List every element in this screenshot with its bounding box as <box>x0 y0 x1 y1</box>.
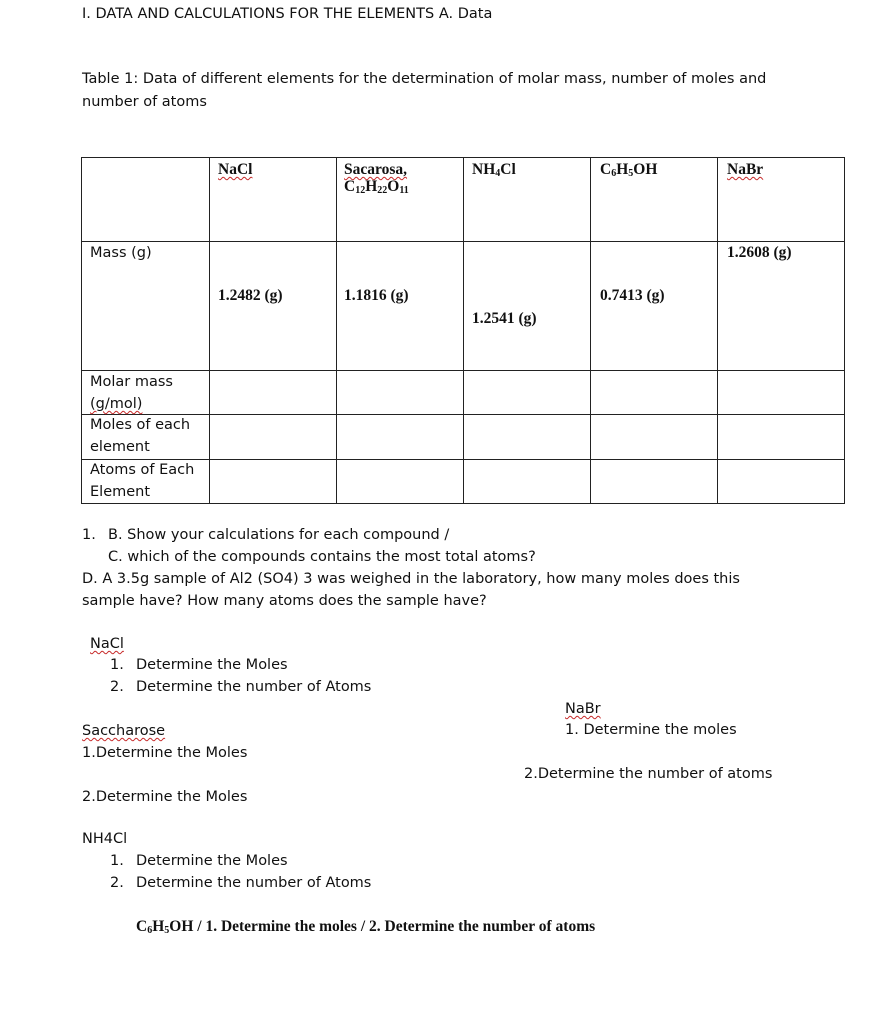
mass-value-phenol: 0.7413 (g) <box>600 287 665 304</box>
mass-value-nh4cl: 1.2541 (g) <box>472 310 537 327</box>
row-label-mass: Mass (g) <box>90 245 152 261</box>
saccharose-item-1: 1.Determine the Moles <box>82 745 248 761</box>
saccharose-item-2: 2.Determine the Moles <box>82 789 248 805</box>
table-col-rule-3 <box>463 157 464 504</box>
nacl-item-1: 1. Determine the Moles <box>110 657 288 673</box>
saccharose-title: Saccharose <box>82 723 166 739</box>
table-col-rule-5 <box>717 157 718 504</box>
header-sacarosa-formula: $C_{12}H_{22}O_{11}$ <box>344 178 409 196</box>
question-c: C. which of the compounds contains the most total atoms? <box>108 549 536 565</box>
nacl-item-2: 2. Determine the number of Atoms <box>110 679 372 695</box>
phenol-instructions: $C_6H_5OH / 1$. Determine the moles / 2. Determine the number of atoms <box>136 918 596 936</box>
header-nh4cl: $NH_4Cl$ <box>472 161 516 179</box>
nabr-item-1: 1. Determine the moles <box>565 722 737 738</box>
row-label-atoms: Atoms of Each Element <box>90 462 195 500</box>
table-col-rule-2 <box>336 157 337 504</box>
row-label-molar-mass: Molar mass (g/mol) <box>90 374 173 412</box>
page-heading: I. DATA AND CALCULATIONS FOR THE ELEMENTS A. Data <box>82 6 493 22</box>
header-nabr: NaBr <box>727 161 764 178</box>
nabr-title: NaBr <box>565 701 601 717</box>
table-border-left <box>81 157 82 504</box>
question-d-line-2: sample have? How many atoms does the sample have? <box>82 593 487 609</box>
table-col-rule-4 <box>590 157 591 504</box>
mass-value-nacl: 1.2482 (g) <box>218 287 283 304</box>
nabr-item-2: 2.Determine the number of atoms <box>524 766 773 782</box>
table-col-rule-1 <box>209 157 210 504</box>
mass-value-sacarosa: 1.1816 (g) <box>344 287 409 304</box>
nh4cl-item-1: 1. Determine the Moles <box>110 853 288 869</box>
nh4cl-item-2: 2. Determine the number of Atoms <box>110 875 372 891</box>
nh4cl-title: NH4Cl <box>82 831 128 847</box>
header-nacl: NaCl <box>218 161 253 178</box>
nacl-title: NaCl <box>90 636 124 652</box>
header-phenol: $C_6H_5OH$ <box>600 161 658 179</box>
question-d-line-1: D. A 3.5g sample of Al2 (SO4) 3 was weighed in the laboratory, how many moles does this <box>82 571 740 587</box>
mass-value-nabr: 1.2608 (g) <box>727 244 792 261</box>
row-label-moles: Moles of each element <box>90 417 191 455</box>
table-caption-line-1: Table 1: Data of different elements for the determination of molar mass, number of moles and <box>82 71 767 87</box>
header-sacarosa <box>344 161 409 195</box>
table-caption-line-2: number of atoms <box>82 94 207 110</box>
table-border-right <box>844 157 845 504</box>
question-b: 1. B. Show your calculations for each compound / <box>82 527 450 543</box>
header-sacarosa-name: Sacarosa, <box>344 161 408 178</box>
